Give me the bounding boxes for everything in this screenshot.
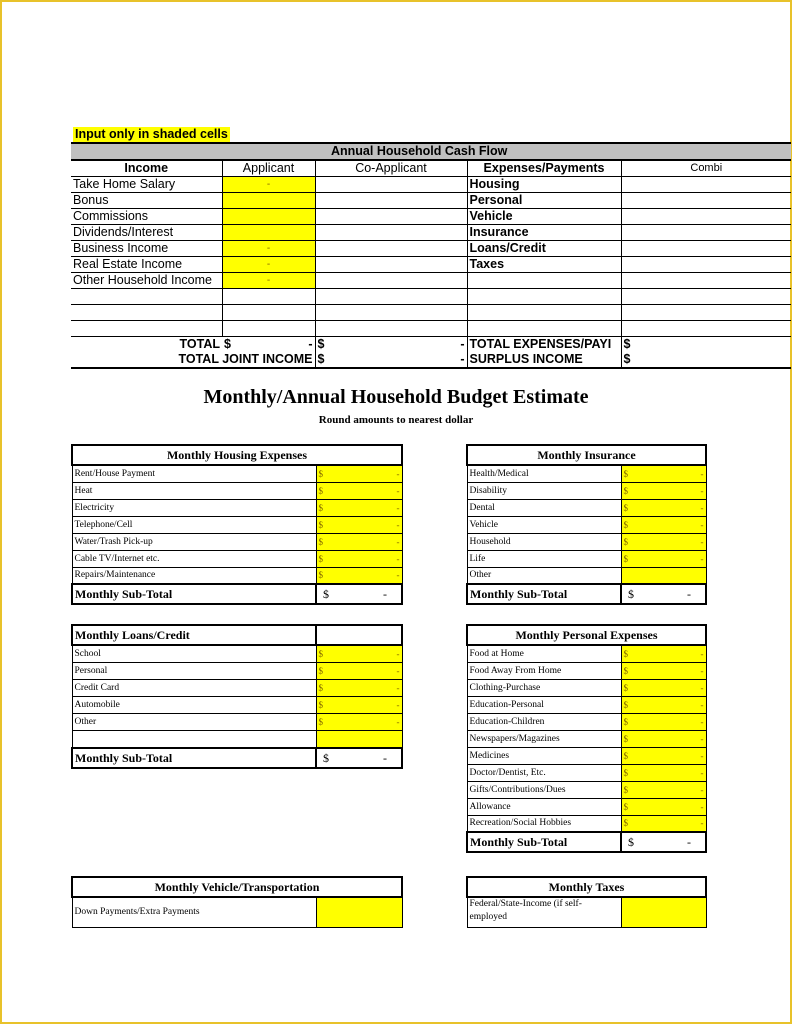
currency-symbol: $: [623, 716, 628, 727]
currency-symbol: $: [318, 699, 323, 710]
personal-amount-input[interactable]: [621, 713, 706, 730]
amount-value: -: [396, 519, 400, 530]
amount-value: -: [700, 485, 704, 496]
income-row-label: Business Income: [71, 241, 222, 257]
amount-value: -: [700, 784, 704, 795]
amount-value: -: [700, 553, 704, 564]
header-expenses: Expenses/Payments: [467, 160, 621, 177]
personal-item-label: Medicines: [467, 747, 621, 764]
combined-cell: [621, 209, 791, 225]
loans-item-label: School: [72, 645, 316, 662]
housing-amount-input[interactable]: [316, 567, 402, 584]
vehicle-amount-input[interactable]: [316, 897, 402, 927]
personal-amount-input[interactable]: [621, 730, 706, 747]
housing-item-label: Electricity: [72, 499, 316, 516]
co-applicant-cell: [315, 177, 467, 193]
amount-value: -: [700, 648, 704, 659]
personal-item-label: Doctor/Dentist, Etc.: [467, 764, 621, 781]
income-row-label: Dividends/Interest: [71, 225, 222, 241]
housing-item-label: Rent/House Payment: [72, 465, 316, 482]
personal-item-label: Allowance: [467, 798, 621, 815]
loans-amount-input[interactable]: [316, 645, 402, 662]
income-row-label: Real Estate Income: [71, 257, 222, 273]
expense-row-label: Personal: [467, 193, 621, 209]
currency-symbol: $: [318, 648, 323, 659]
vehicle-transportation-table: [71, 876, 403, 928]
blank-cell: [467, 305, 621, 321]
personal-item-label: Gifts/Contributions/Dues: [467, 781, 621, 798]
expense-row-label: Loans/Credit: [467, 241, 621, 257]
subtotal-value: -: [383, 750, 387, 765]
co-applicant-cell: [315, 241, 467, 257]
co-total-value: -: [460, 337, 465, 351]
personal-amount-input[interactable]: [621, 798, 706, 815]
subtotal-currency: $: [323, 750, 329, 765]
co-applicant-cell: [315, 225, 467, 241]
blank-cell: [621, 321, 791, 337]
total-value: -: [308, 337, 313, 351]
co-total-currency: $: [317, 337, 325, 351]
amount-value: -: [700, 750, 704, 761]
currency-symbol: $: [318, 665, 323, 676]
housing-title: Monthly Housing Expenses: [72, 445, 402, 465]
insurance-amount-input[interactable]: [621, 465, 706, 482]
personal-amount-input[interactable]: [621, 815, 706, 832]
currency-symbol: $: [623, 553, 628, 564]
personal-amount-input[interactable]: [621, 696, 706, 713]
annual-cash-flow-sheet: [71, 142, 723, 368]
amount-value: -: [700, 519, 704, 530]
joint-value: -: [460, 352, 465, 366]
personal-item-label: Food Away From Home: [467, 662, 621, 679]
currency-symbol: $: [623, 699, 628, 710]
currency-symbol: $: [623, 801, 628, 812]
subtotal-value: -: [687, 834, 691, 849]
housing-item-label: Water/Trash Pick-up: [72, 533, 316, 550]
combined-cell: [621, 177, 791, 193]
loans-amount-input[interactable]: [316, 713, 402, 730]
blank-cell: [222, 321, 315, 337]
total-joint-income-label: TOTAL JOINT INCOME: [71, 352, 315, 368]
joint-currency: $: [317, 352, 325, 366]
personal-item-label: Newspapers/Magazines: [467, 730, 621, 747]
currency-symbol: $: [318, 553, 323, 564]
currency-symbol: $: [623, 485, 628, 496]
loans-item-label: Personal: [72, 662, 316, 679]
amount-value: -: [700, 468, 704, 479]
blank-cell: [222, 305, 315, 321]
income-row-label: Bonus: [71, 193, 222, 209]
housing-amount-input[interactable]: [316, 482, 402, 499]
currency-symbol: $: [318, 502, 323, 513]
personal-item-label: Clothing-Purchase: [467, 679, 621, 696]
loans-item-label: Credit Card: [72, 679, 316, 696]
blank-cell: [467, 321, 621, 337]
personal-item-label: Recreation/Social Hobbies: [467, 815, 621, 832]
combined-cell: [621, 225, 791, 241]
applicant-input[interactable]: [222, 225, 315, 241]
currency-symbol: $: [318, 682, 323, 693]
personal-title: Monthly Personal Expenses: [467, 625, 706, 645]
currency-symbol: $: [318, 570, 323, 581]
co-applicant-cell: [315, 209, 467, 225]
amount-value: -: [396, 502, 400, 513]
subtotal-value: -: [687, 586, 691, 601]
amount-value: -: [396, 682, 400, 693]
blank-cell: [621, 305, 791, 321]
insurance-amount-input[interactable]: [621, 550, 706, 567]
applicant-input[interactable]: [222, 193, 315, 209]
expense-row-label: Vehicle: [467, 209, 621, 225]
subtotal-currency: $: [628, 586, 634, 601]
currency-symbol: $: [623, 733, 628, 744]
expense-row-label: Taxes: [467, 257, 621, 273]
insurance-item-label: Disability: [467, 482, 621, 499]
amount-value: -: [700, 733, 704, 744]
currency-symbol: $: [623, 519, 628, 530]
loans-item-label: Other: [72, 713, 316, 730]
taxes-table: [466, 876, 707, 928]
amount-value: -: [396, 665, 400, 676]
amount-value: -: [700, 665, 704, 676]
amount-value: -: [700, 502, 704, 513]
insurance-item-label: Household: [467, 533, 621, 550]
personal-item-label: Education-Personal: [467, 696, 621, 713]
combined-cell: [621, 273, 791, 289]
amount-value: -: [700, 818, 704, 829]
blank-cell: [467, 289, 621, 305]
subtotal-currency: $: [628, 834, 634, 849]
currency-symbol: $: [623, 648, 628, 659]
housing-item-label: Heat: [72, 482, 316, 499]
blank-cell: [71, 321, 222, 337]
co-applicant-cell: [315, 193, 467, 209]
applicant-input[interactable]: -: [222, 177, 315, 193]
input-note: Input only in shaded cells: [75, 127, 228, 141]
housing-amount-input[interactable]: [316, 550, 402, 567]
blank-cell: [71, 289, 222, 305]
amount-value: -: [396, 536, 400, 547]
currency-symbol: $: [623, 818, 628, 829]
blank-cell: [315, 289, 467, 305]
total-expenses-label: TOTAL EXPENSES/PAYI: [467, 337, 621, 353]
applicant-input[interactable]: -: [222, 273, 315, 289]
personal-amount-input[interactable]: [621, 781, 706, 798]
amount-value: -: [700, 716, 704, 727]
insurance-subtotal-label: Monthly Sub-Total: [467, 584, 621, 604]
insurance-item-label: Vehicle: [467, 516, 621, 533]
insurance-amount-input[interactable]: [621, 499, 706, 516]
loans-credit-table: [71, 624, 403, 769]
currency-symbol: $: [623, 665, 628, 676]
subtotal-currency: $: [323, 586, 329, 601]
applicant-input[interactable]: [222, 209, 315, 225]
blank-cell: [621, 289, 791, 305]
insurance-item-label: Other: [467, 567, 621, 584]
housing-expenses-table: [71, 444, 403, 605]
personal-amount-input[interactable]: [621, 645, 706, 662]
subtotal-value: -: [383, 586, 387, 601]
header-income: Income: [71, 160, 222, 177]
personal-item-label: Food at Home: [467, 645, 621, 662]
amount-value: -: [396, 648, 400, 659]
housing-amount-input[interactable]: [316, 533, 402, 550]
taxes-amount-input[interactable]: [621, 897, 706, 927]
expense-row-label: [467, 273, 621, 289]
income-row-label: Other Household Income: [71, 273, 222, 289]
insurance-title: Monthly Insurance: [467, 445, 706, 465]
currency-symbol: $: [318, 485, 323, 496]
currency-symbol: $: [318, 536, 323, 547]
budget-subtitle: Round amounts to nearest dollar: [318, 414, 474, 426]
income-row-label: Take Home Salary: [71, 177, 222, 193]
housing-subtotal-label: Monthly Sub-Total: [72, 584, 316, 604]
blank-cell: [72, 730, 316, 748]
amount-value: -: [700, 682, 704, 693]
amount-value: -: [396, 570, 400, 581]
currency-symbol: $: [623, 468, 628, 479]
header-combined: Combi: [690, 162, 723, 174]
housing-amount-input[interactable]: [316, 516, 402, 533]
insurance-amount-input[interactable]: [621, 533, 706, 550]
applicant-input[interactable]: -: [222, 257, 315, 273]
loans-amount-input[interactable]: [316, 730, 402, 748]
personal-amount-input[interactable]: [621, 747, 706, 764]
loans-subtotal-label: Monthly Sub-Total: [72, 748, 316, 768]
amount-value: -: [396, 485, 400, 496]
insurance-amount-input[interactable]: [621, 567, 706, 584]
blank-cell: [222, 289, 315, 305]
header-applicant: Applicant: [222, 160, 315, 177]
currency-symbol: $: [318, 519, 323, 530]
expense-row-label: Insurance: [467, 225, 621, 241]
housing-item-label: Telephone/Cell: [72, 516, 316, 533]
amount-value: -: [396, 699, 400, 710]
insurance-amount-input[interactable]: [621, 482, 706, 499]
personal-amount-input[interactable]: [621, 662, 706, 679]
personal-amount-input[interactable]: [621, 764, 706, 781]
insurance-amount-input[interactable]: [621, 516, 706, 533]
surplus-currency: $: [623, 352, 631, 366]
header-blank-cell: [316, 625, 402, 645]
total-label: TOTAL: [179, 337, 220, 351]
amount-value: -: [396, 553, 400, 564]
loans-item-label: Automobile: [72, 696, 316, 713]
cashflow-title: Annual Household Cash Flow: [71, 143, 791, 160]
housing-amount-input[interactable]: [316, 499, 402, 516]
currency-symbol: $: [623, 750, 628, 761]
personal-subtotal-label: Monthly Sub-Total: [467, 832, 621, 852]
loans-amount-input[interactable]: [316, 696, 402, 713]
amount-value: -: [396, 716, 400, 727]
amount-value: -: [700, 767, 704, 778]
expense-row-label: Housing: [467, 177, 621, 193]
blank-cell: [71, 305, 222, 321]
currency-symbol: $: [623, 536, 628, 547]
currency-symbol: $: [318, 468, 323, 479]
currency-symbol: $: [623, 767, 628, 778]
insurance-table: [466, 444, 707, 605]
income-row-label: Commissions: [71, 209, 222, 225]
co-applicant-cell: [315, 257, 467, 273]
combined-cell: [621, 257, 791, 273]
header-co-applicant: Co-Applicant: [315, 160, 467, 177]
amount-value: -: [396, 468, 400, 479]
loans-amount-input[interactable]: [316, 662, 402, 679]
budget-title: Monthly/Annual Household Budget Estimate: [203, 386, 589, 408]
housing-amount-input[interactable]: [316, 465, 402, 482]
currency-symbol: $: [623, 682, 628, 693]
vehicle-item-label: Down Payments/Extra Payments: [72, 897, 316, 927]
blank-cell: [315, 321, 467, 337]
taxes-title: Monthly Taxes: [467, 877, 706, 897]
vehicle-title: Monthly Vehicle/Transportation: [72, 877, 402, 897]
amount-value: -: [700, 801, 704, 812]
insurance-item-label: Life: [467, 550, 621, 567]
loans-title: Monthly Loans/Credit: [72, 625, 316, 645]
personal-amount-input[interactable]: [621, 679, 706, 696]
combined-cell: [621, 241, 791, 257]
currency-symbol: $: [318, 716, 323, 727]
loans-amount-input[interactable]: [316, 679, 402, 696]
blank-cell: [315, 305, 467, 321]
personal-expenses-table: [466, 624, 707, 853]
housing-item-label: Repairs/Maintenance: [72, 567, 316, 584]
personal-item-label: Education-Children: [467, 713, 621, 730]
currency-symbol: $: [623, 784, 628, 795]
applicant-input[interactable]: -: [222, 241, 315, 257]
co-applicant-cell: [315, 273, 467, 289]
insurance-item-label: Health/Medical: [467, 465, 621, 482]
combined-cell: [621, 193, 791, 209]
surplus-income-label: SURPLUS INCOME: [467, 352, 621, 368]
amount-value: -: [700, 699, 704, 710]
amount-value: -: [700, 536, 704, 547]
housing-item-label: Cable TV/Internet etc.: [72, 550, 316, 567]
insurance-item-label: Dental: [467, 499, 621, 516]
total-expenses-currency: $: [623, 337, 631, 351]
currency-symbol: $: [623, 502, 628, 513]
total-currency: $: [224, 337, 231, 351]
taxes-item-label: Federal/State-Income (if self-employed: [467, 897, 621, 927]
